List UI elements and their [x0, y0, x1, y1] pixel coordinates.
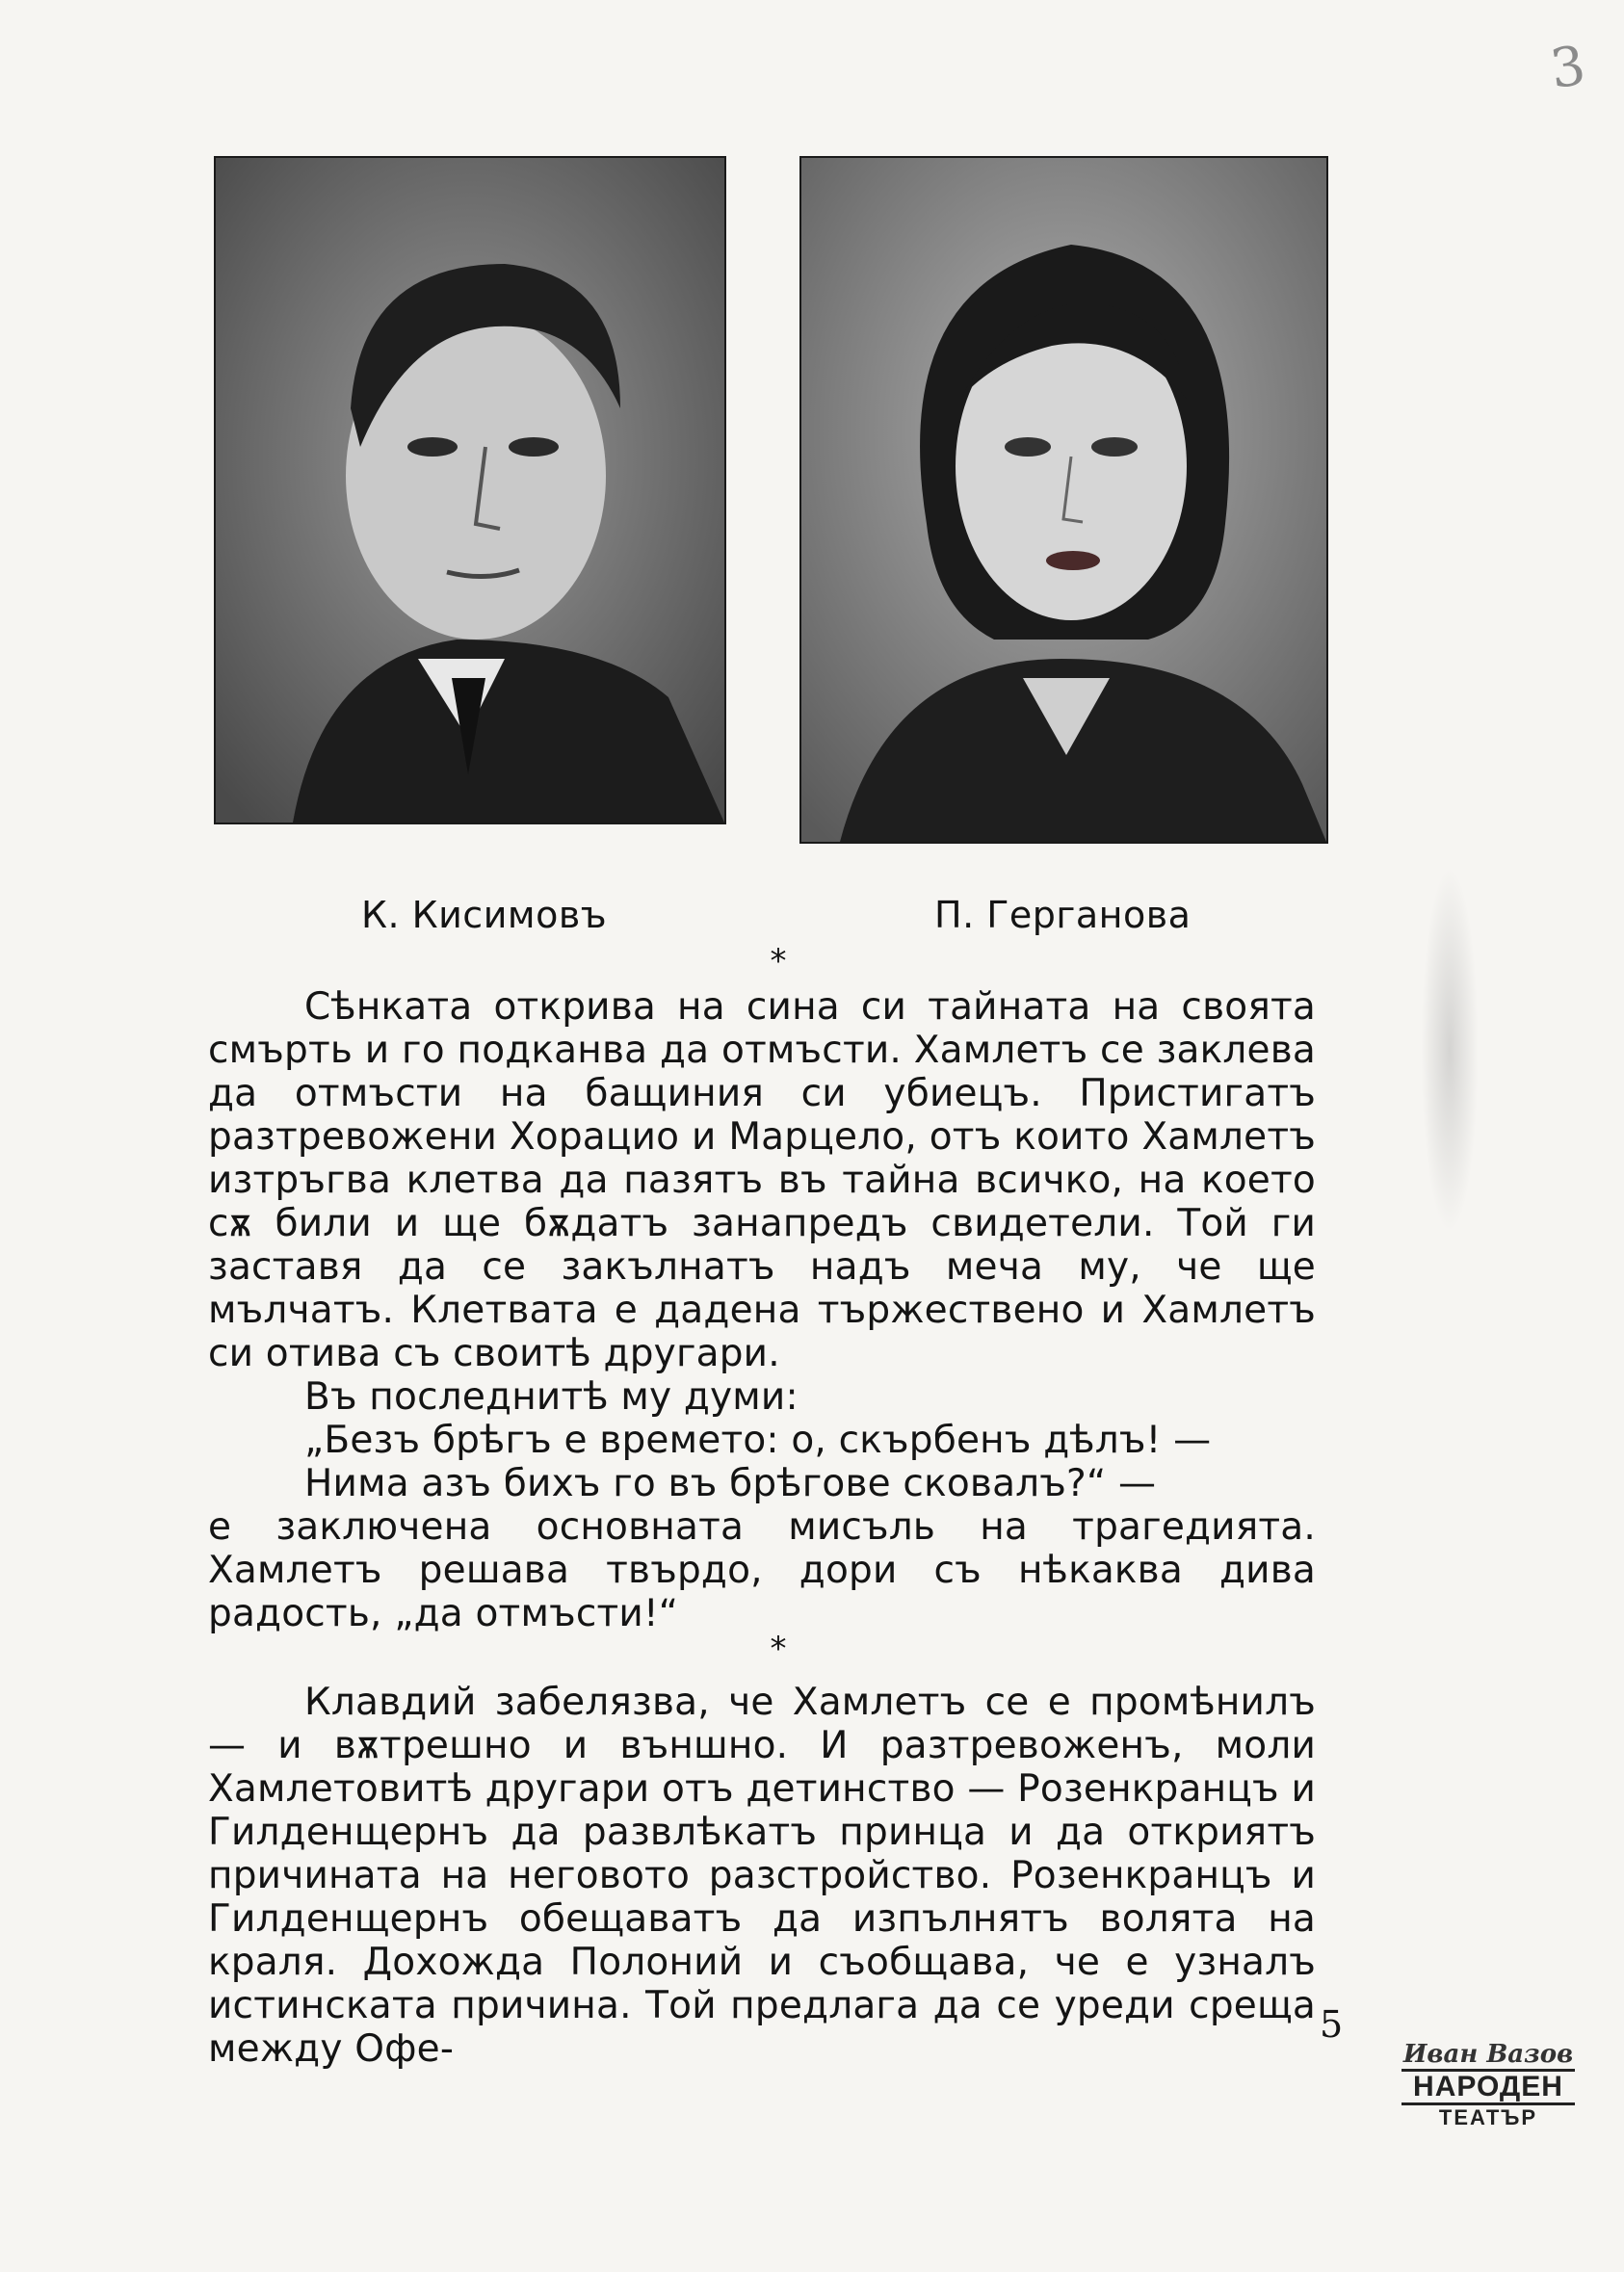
stamp-line-1: НАРОДЕН — [1401, 2069, 1575, 2105]
man-portrait-icon — [216, 158, 724, 823]
handwritten-page-mark: 3 — [1546, 34, 1589, 102]
photo-caption-right: П. Герганова — [934, 894, 1192, 936]
stamp-signature: Иван Вазов — [1402, 2040, 1574, 2069]
page-number: 5 — [1320, 2003, 1344, 2046]
section-2-text — [208, 1681, 1316, 2071]
quote-line: Нима азъ бихъ го въ брѣгове сковалъ?“ — — [304, 1462, 1157, 1505]
paragraph: Въ последнитѣ му думи: — [304, 1375, 799, 1419]
stamp-line-2: ТЕАТЪР — [1438, 2105, 1538, 2129]
quote-line: „Безъ брѣгъ е времето: о, скърбенъ дѣлъ! — — [304, 1419, 1212, 1462]
section-separator-2: * — [770, 1630, 787, 1668]
photo-caption-left: К. Кисимовъ — [361, 894, 608, 936]
paper-smudge — [1421, 867, 1479, 1233]
woman-portrait-icon — [801, 158, 1326, 842]
section-1-text — [208, 985, 1316, 1635]
paragraph: Сѣнката открива на сина си тайната на своята смърть и го подканва да отмъсти. Хамлетъ се заклева да отмъсти на бащиния си убиецъ. Пристигатъ разтревожени Хорацио и Марцело, отъ които Хамлетъ изтръгва клетва да пазятъ въ тайна всичко, на което сѫ били и ще бѫдатъ занапредъ свидетели. Той ги заставя да се закълнатъ надъ меча му, че ще мълчатъ. Клетвата е дадена тържествено и Хамлетъ си отива съ своитѣ другари. — [208, 985, 1316, 1375]
portrait-photo-gerganova — [799, 156, 1328, 844]
paragraph: Клавдий забелязва, че Хамлетъ се е промѣнилъ — и вѫтрешно и външно. И разтревоженъ, моли Хамлетовитѣ другари отъ детинство — Розенкранцъ и Гилденщернъ да развлѣкатъ принца и да откриятъ причината на неговото разстройство. Розенкранцъ и Гилденщернъ обещаватъ да изпълнятъ волята на краля. Дохожда Полоний и съобщава, че е узналъ истинската причина. Той предлага да се уреди среща между Офе- — [208, 1681, 1316, 2071]
portrait-photo-kisimov — [214, 156, 726, 824]
paragraph: е заключена основната мисъль на трагедията. Хамлетъ решава твърдо, дори съ нѣкаква дива радость, „да отмъсти!“ — [208, 1505, 1316, 1635]
national-theatre-stamp — [1401, 2040, 1575, 2136]
section-separator-1: * — [770, 942, 787, 980]
